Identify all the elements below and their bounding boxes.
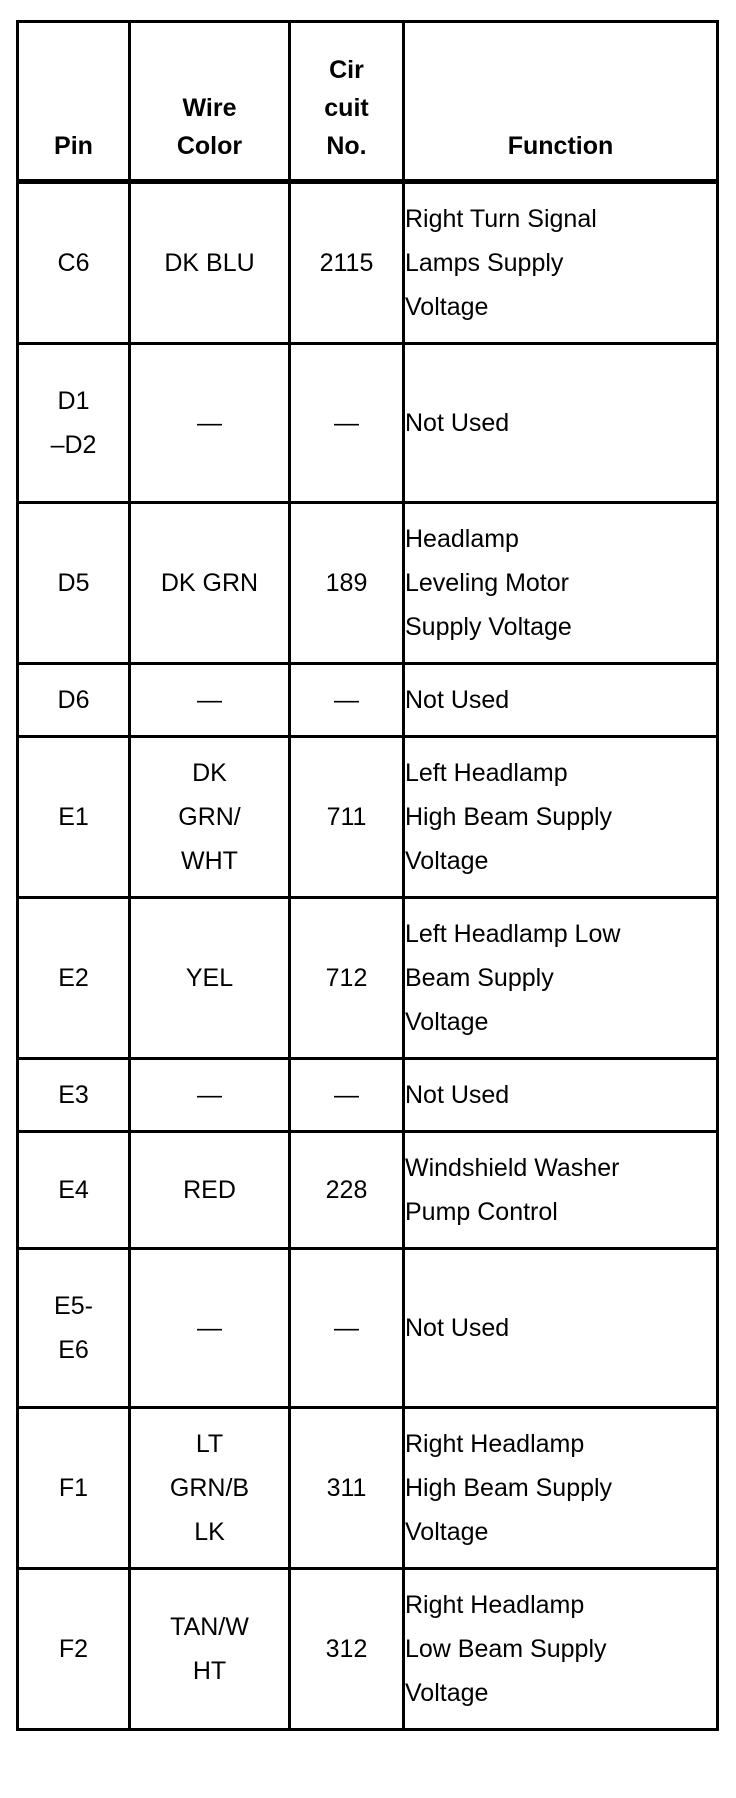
cell-function: Not Used xyxy=(404,1249,718,1408)
cell-wire-color: LT GRN/B LK xyxy=(130,1408,290,1569)
header-pin: Pin xyxy=(18,22,130,182)
cell-circuit-no: — xyxy=(290,1249,404,1408)
cell-function: Right Headlamp Low Beam Supply Voltage xyxy=(404,1569,718,1730)
cell-circuit-no: — xyxy=(290,1059,404,1132)
cell-circuit-no: — xyxy=(290,344,404,503)
cell-wire-color: DK GRN xyxy=(130,503,290,664)
header-function: Function xyxy=(404,22,718,182)
cell-circuit-no: 228 xyxy=(290,1132,404,1249)
table-row xyxy=(18,1249,718,1408)
cell-function: Left Headlamp Low Beam Supply Voltage xyxy=(404,898,718,1059)
cell-function: Right Headlamp High Beam Supply Voltage xyxy=(404,1408,718,1569)
cell-circuit-no: 189 xyxy=(290,503,404,664)
cell-pin: F2 xyxy=(18,1569,130,1730)
cell-function: Not Used xyxy=(404,664,718,737)
table-row xyxy=(18,1059,718,1132)
cell-circuit-no: 2115 xyxy=(290,182,404,344)
cell-circuit-no: 311 xyxy=(290,1408,404,1569)
cell-circuit-no: — xyxy=(290,664,404,737)
table-row xyxy=(18,344,718,503)
header-row xyxy=(18,22,718,182)
cell-function: Right Turn Signal Lamps Supply Voltage xyxy=(404,182,718,344)
table-row xyxy=(18,898,718,1059)
cell-function: Windshield Washer Pump Control xyxy=(404,1132,718,1249)
cell-function: Not Used xyxy=(404,344,718,503)
cell-pin: D6 xyxy=(18,664,130,737)
cell-circuit-no: 712 xyxy=(290,898,404,1059)
cell-wire-color: TAN/W HT xyxy=(130,1569,290,1730)
cell-pin: F1 xyxy=(18,1408,130,1569)
cell-pin: E5- E6 xyxy=(18,1249,130,1408)
cell-pin: D1 –D2 xyxy=(18,344,130,503)
cell-wire-color: DK BLU xyxy=(130,182,290,344)
cell-circuit-no: 711 xyxy=(290,737,404,898)
table-row xyxy=(18,503,718,664)
table-body xyxy=(18,182,718,1730)
cell-function: Left Headlamp High Beam Supply Voltage xyxy=(404,737,718,898)
table-row xyxy=(18,1569,718,1730)
table-row xyxy=(18,1132,718,1249)
cell-wire-color: — xyxy=(130,1059,290,1132)
table-row xyxy=(18,737,718,898)
table-header xyxy=(18,22,718,182)
table-row xyxy=(18,664,718,737)
cell-pin: E3 xyxy=(18,1059,130,1132)
cell-function: Not Used xyxy=(404,1059,718,1132)
cell-pin: E4 xyxy=(18,1132,130,1249)
pinout-table xyxy=(16,20,719,1731)
cell-wire-color: — xyxy=(130,1249,290,1408)
header-wire-color: Wire Color xyxy=(130,22,290,182)
table-row xyxy=(18,182,718,344)
cell-pin: E2 xyxy=(18,898,130,1059)
cell-wire-color: — xyxy=(130,664,290,737)
cell-wire-color: DK GRN/ WHT xyxy=(130,737,290,898)
cell-pin: E1 xyxy=(18,737,130,898)
cell-wire-color: YEL xyxy=(130,898,290,1059)
table-row xyxy=(18,1408,718,1569)
cell-function: Headlamp Leveling Motor Supply Voltage xyxy=(404,503,718,664)
cell-pin: C6 xyxy=(18,182,130,344)
cell-wire-color: RED xyxy=(130,1132,290,1249)
cell-wire-color: — xyxy=(130,344,290,503)
cell-pin: D5 xyxy=(18,503,130,664)
header-circuit-no: Cir cuit No. xyxy=(290,22,404,182)
cell-circuit-no: 312 xyxy=(290,1569,404,1730)
